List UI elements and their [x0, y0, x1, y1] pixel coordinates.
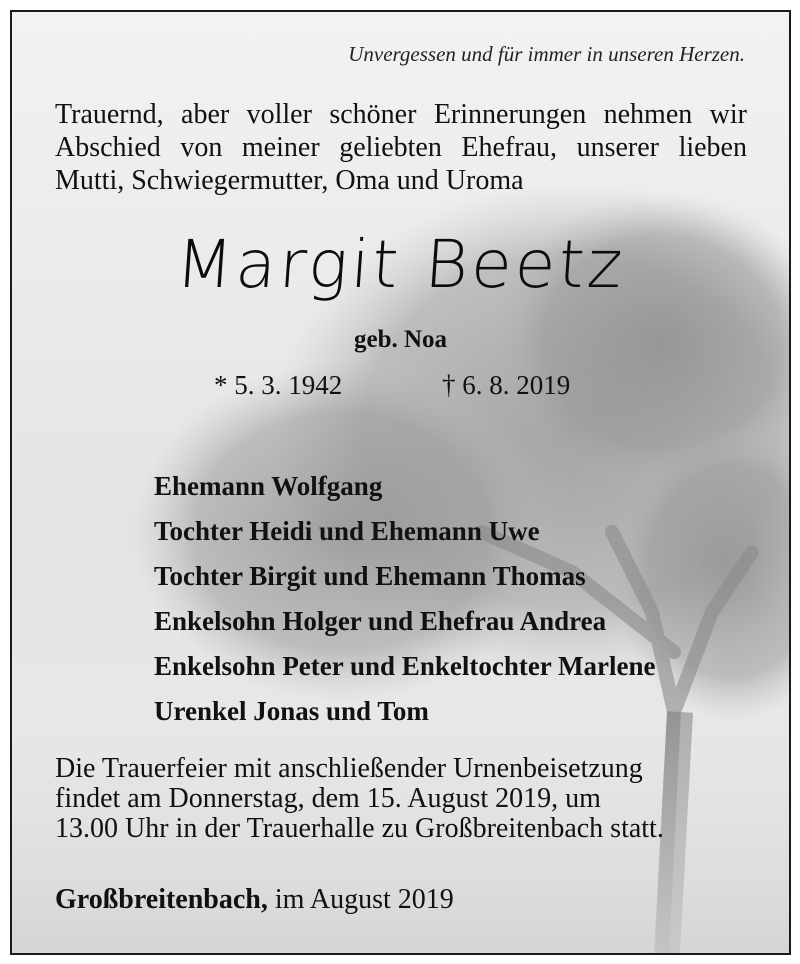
funeral-info — [55, 754, 747, 844]
obituary-notice — [10, 10, 791, 955]
motto-text: Unvergessen und für immer in unseren Herzen. — [348, 42, 745, 66]
family-member: Tochter Birgit und Ehemann Thomas — [154, 561, 586, 591]
family-member: Ehemann Wolfgang — [154, 471, 383, 501]
funeral-line: 13.00 Uhr in der Trauerhalle zu Großbreitenbach statt. — [55, 813, 664, 844]
signoff-date: im August 2019 — [274, 884, 454, 915]
funeral-line: Die Trauerfeier mit anschließender Urnenbeisetzung — [55, 753, 643, 784]
deceased-name: Margit Beetz — [173, 226, 628, 303]
death-date: † 6. 8. 2019 — [442, 370, 571, 400]
birth-name: geb. Noa — [353, 326, 448, 353]
signoff — [55, 884, 454, 916]
family-member: Enkelsohn Peter und Enkeltochter Marlene — [154, 651, 656, 681]
family-member: Tochter Heidi und Ehemann Uwe — [154, 516, 540, 546]
family-member: Enkelsohn Holger und Ehefrau Andrea — [154, 606, 607, 636]
intro-text: Trauernd, aber voller schöner Erinnerungen nehmen wir Abschied von meiner geliebten Ehefrau, unserer lieben Mutti, Schwiegermutter, Oma und Uroma — [55, 99, 747, 196]
family-list — [154, 464, 656, 734]
birth-date: * 5. 3. 1942 — [214, 370, 343, 400]
funeral-line: findet am Donnerstag, dem 15. August 2019, um — [55, 783, 601, 814]
family-member: Urenkel Jonas und Tom — [154, 696, 429, 726]
signoff-place: Großbreitenbach, — [55, 884, 268, 915]
